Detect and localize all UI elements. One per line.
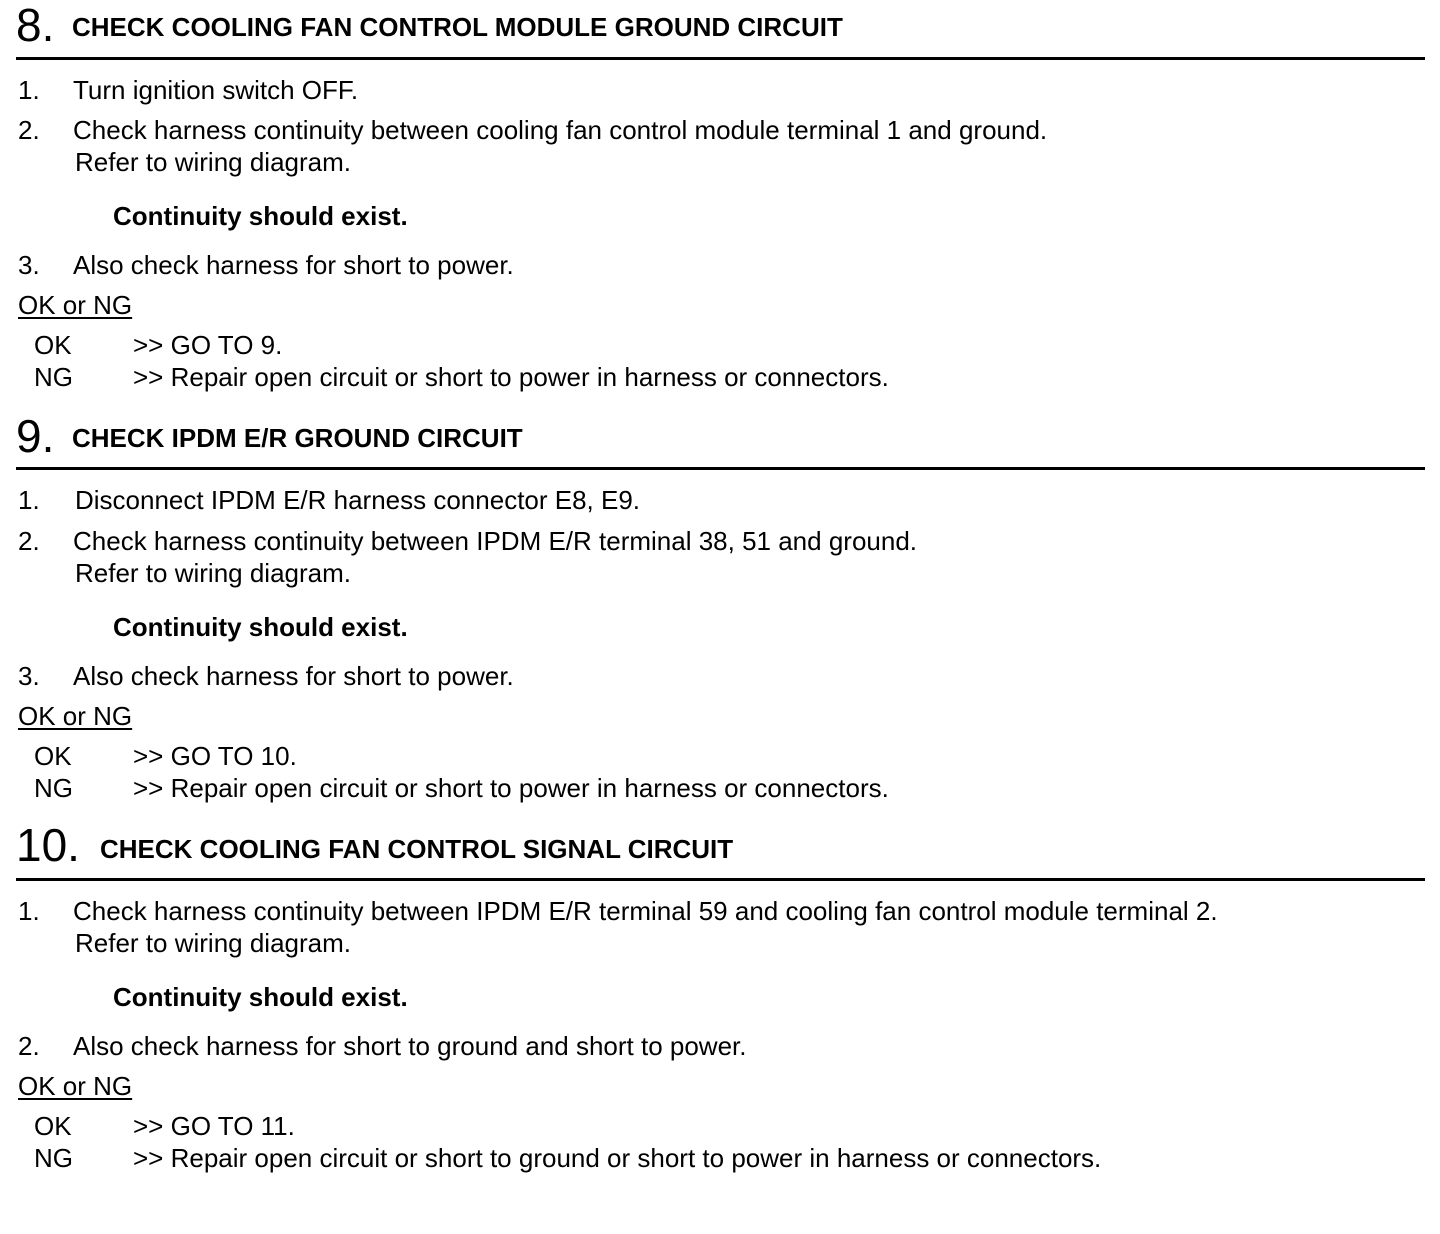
step-number: 1. [18, 485, 40, 515]
step-number: 1. [18, 896, 40, 926]
step-number: 2. [18, 115, 40, 145]
section-number: 9. [16, 410, 55, 462]
result-action-ng: >> Repair open circuit or short to power in harness or connectors. [133, 773, 889, 803]
result-action-ok: >> GO TO 9. [133, 330, 283, 360]
result-label-ng: NG [34, 362, 73, 392]
step-text-continued: Refer to wiring diagram. [75, 147, 351, 177]
result-action-ng: >> Repair open circuit or short to power in harness or connectors. [133, 362, 889, 392]
section-number: 10. [16, 819, 80, 871]
step-text: Turn ignition switch OFF. [73, 75, 359, 105]
section-divider [16, 57, 1425, 60]
result-action-ng: >> Repair open circuit or short to ground or short to power in harness or connectors. [133, 1143, 1102, 1173]
spec-statement: Continuity should exist. [113, 201, 408, 231]
step-text: Check harness continuity between cooling fan control module terminal 1 and ground. [73, 115, 1048, 145]
result-label-ok: OK [34, 741, 72, 771]
step-text: Also check harness for short to ground and short to power. [73, 1031, 747, 1061]
section-number: 8. [16, 0, 55, 51]
spec-statement: Continuity should exist. [113, 982, 408, 1012]
step-text: Also check harness for short to power. [73, 250, 514, 280]
step-text: Check harness continuity between IPDM E/R terminal 59 and cooling fan control module terminal 2. [73, 896, 1218, 926]
step-number: 2. [18, 526, 40, 556]
step-text-continued: Refer to wiring diagram. [75, 928, 351, 958]
step-text: Disconnect IPDM E/R harness connector E8, E9. [75, 485, 641, 515]
result-label-ok: OK [34, 330, 72, 360]
step-number: 3. [18, 661, 40, 691]
result-label-ok: OK [34, 1111, 72, 1141]
step-number: 3. [18, 250, 40, 280]
step-text-continued: Refer to wiring diagram. [75, 558, 351, 588]
section-divider [16, 467, 1425, 470]
result-action-ok: >> GO TO 10. [133, 741, 297, 771]
spec-statement: Continuity should exist. [113, 612, 408, 642]
result-label-ng: NG [34, 1143, 73, 1173]
step-text: Also check harness for short to power. [73, 661, 514, 691]
step-number: 1. [18, 75, 40, 105]
decision-label: OK or NG [18, 1071, 133, 1101]
result-label-ng: NG [34, 773, 73, 803]
section-title: CHECK IPDM E/R GROUND CIRCUIT [72, 423, 523, 453]
section-title: CHECK COOLING FAN CONTROL SIGNAL CIRCUIT [100, 834, 734, 864]
section-divider [16, 878, 1425, 881]
step-number: 2. [18, 1031, 40, 1061]
section-title: CHECK COOLING FAN CONTROL MODULE GROUND CIRCUIT [72, 12, 843, 42]
decision-label: OK or NG [18, 701, 133, 731]
result-action-ok: >> GO TO 11. [133, 1111, 295, 1141]
decision-label: OK or NG [18, 290, 133, 320]
step-text: Check harness continuity between IPDM E/R terminal 38, 51 and ground. [73, 526, 918, 556]
